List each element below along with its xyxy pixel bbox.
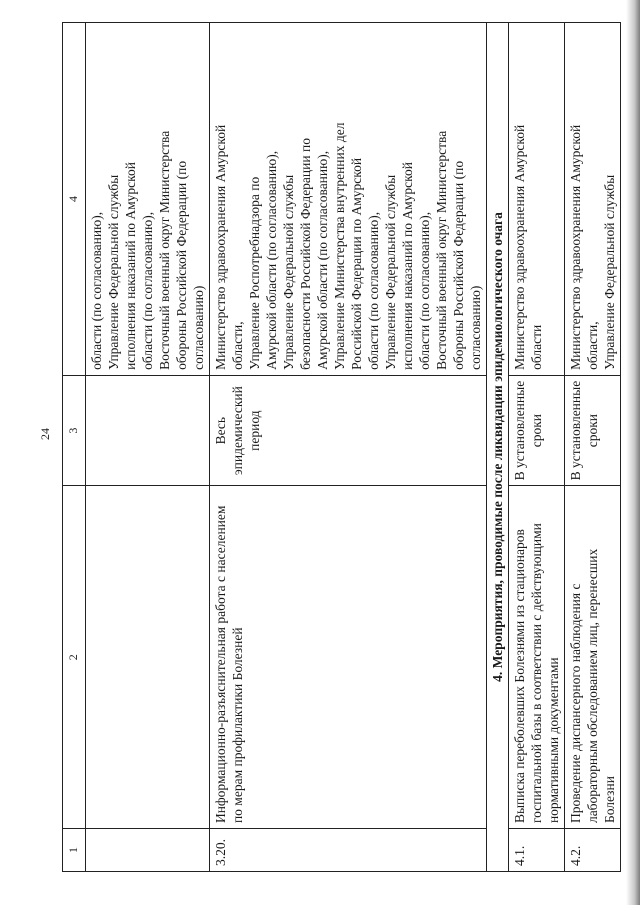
activity-line: Информационно-разъяснительная работа с населением <box>213 505 228 824</box>
executor-line: Амурской области (по согласованию), <box>264 150 279 370</box>
term-line: Весь <box>213 416 228 445</box>
executor-line: Управление Федеральной службы <box>383 174 398 370</box>
activity-line: лабораторным обследованием лиц, перенесших <box>585 548 600 824</box>
executor-line: исполнения наказаний по Амурской <box>400 162 415 370</box>
table-row <box>210 23 487 872</box>
term-line: эпидемический <box>230 386 245 476</box>
row-executors <box>509 23 565 376</box>
section-title: 4. Мероприятия, проводимые после ликвидации эпидемиологического очага <box>487 23 509 872</box>
executor-line: Амурской области (по согласованию), <box>315 150 330 370</box>
row-activity <box>86 486 210 829</box>
executor-line: Восточный военный округ Министерства <box>434 130 449 370</box>
row-number: 4.2. <box>565 829 621 872</box>
header-col-2: 2 <box>63 486 86 829</box>
row-activity <box>565 486 621 829</box>
row-term <box>565 375 621 485</box>
executor-line: Управление Роспотребнадзора по <box>247 176 262 370</box>
row-executors <box>565 23 621 376</box>
activity-line: нормативными документами <box>546 657 561 824</box>
term-line: В установленные <box>512 380 527 481</box>
table-row <box>565 23 621 872</box>
executor-line: области, <box>230 321 245 370</box>
row-number: 3.20. <box>210 829 487 872</box>
executor-line: области <box>529 324 544 370</box>
executor-line: области (по согласованию), <box>89 211 104 370</box>
row-activity <box>509 486 565 829</box>
table-header-row <box>63 23 86 872</box>
header-col-1: 1 <box>63 829 86 872</box>
executor-line: Восточный военный округ Министерства <box>157 130 172 370</box>
activity-line: Болезни <box>602 776 617 824</box>
page-number: 24 <box>38 428 52 440</box>
executor-line: исполнения наказаний по Амурской <box>123 162 138 370</box>
executor-line: Управление Федеральной службы <box>281 174 296 370</box>
term-line: сроки <box>585 414 600 448</box>
row-executors <box>210 23 487 376</box>
table-row <box>86 23 210 872</box>
executor-line: обороны Российской Федерации (по <box>451 160 466 370</box>
executor-line: Управление Федеральной службы <box>602 174 617 370</box>
row-term <box>86 375 210 485</box>
executor-line: согласованию) <box>468 285 483 370</box>
activity-line: Выписка переболевших Болезнями из стационаров <box>512 529 527 824</box>
term-line: В установленные <box>568 380 583 481</box>
executor-line: области, <box>585 321 600 370</box>
executor-line: области (по согласованию), <box>366 211 381 370</box>
scan-edge-shadow <box>626 0 640 905</box>
activity-line: Проведение диспансерного наблюдения с <box>568 583 583 824</box>
executor-line: области (по согласованию), <box>140 211 155 370</box>
measures-table <box>62 22 621 872</box>
row-term <box>509 375 565 485</box>
executor-line: Управление Министерства внутренних дел <box>332 122 347 370</box>
row-term <box>210 375 487 485</box>
executor-line: безопасности Российской Федерации по <box>298 138 313 370</box>
executor-line: обороны Российской Федерации (по <box>174 160 189 370</box>
term-line: сроки <box>529 414 544 448</box>
header-col-3: 3 <box>63 375 86 485</box>
executor-line: Министерство здравоохранения Амурской <box>213 124 228 370</box>
row-executors <box>86 23 210 376</box>
executor-line: области (по согласованию), <box>417 211 432 370</box>
activity-line: по мерам профилактики Болезней <box>230 627 245 824</box>
executor-line: согласованию) <box>191 285 206 370</box>
table-row <box>509 23 565 872</box>
row-number <box>86 829 210 872</box>
row-number: 4.1. <box>509 829 565 872</box>
activity-line: госпитальной базы в соответствии с действующими <box>529 523 544 824</box>
executor-line: Министерство здравоохранения Амурской <box>568 124 583 370</box>
executor-line: Министерство здравоохранения Амурской <box>512 124 527 370</box>
section-header-row <box>487 23 509 872</box>
executor-line: Российской Федерации по Амурской <box>349 157 364 370</box>
rotated-table-container <box>62 22 617 872</box>
row-activity <box>210 486 487 829</box>
header-col-4: 4 <box>63 23 86 376</box>
term-line: период <box>247 410 262 451</box>
executor-line: Управление Федеральной службы <box>106 174 121 370</box>
